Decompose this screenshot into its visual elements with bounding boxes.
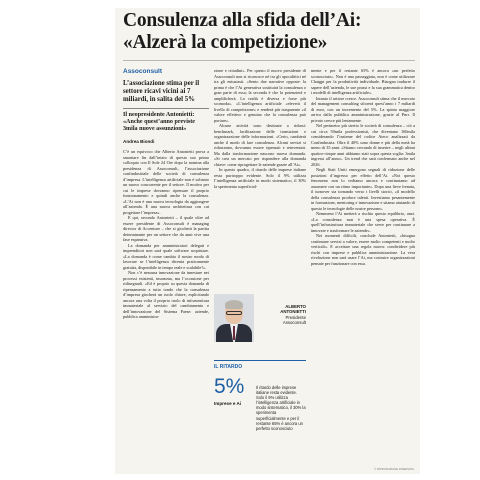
paragraph: Alcune attività sono destinate a ridursi: benchmark, facilitazione delle transizioni e organizzazione delle informazioni. «Certo, cambierà anche il modo di fare consulenza. Alcuni servizi si ridurranno, dovranno essere ripensati e reinventati. Ma dalla trasformazione nascono nuova domanda. «Si crea un mercato per rispondere alla domanda chiave: come riprogettare le aziende grazie all’Ai».	[214, 123, 306, 167]
paragraph: Non c’è nessuna innovazione da innestare nei processi esistenti, insomma, ma l’occasione per ridisegnarli. «Ed è proprio su questa domanda di ripensamento a tutto tondo che la consulenza d’impresa giocherà un ruolo chiave, esplicitando ancora una volta il proprio ruolo di infrastruttura immateriale al servizio del cambiamento e dell’innovazione del Sistema Paese: aziende, pubblica amministra-	[123, 270, 209, 320]
author-byline: Andrea Biondi	[123, 139, 155, 145]
lead-quote: Il neopresidente Antonietti: «Anche quest’anno previste 3mila nuove assunzioni»	[123, 111, 196, 132]
box-big-value: 5%	[214, 375, 245, 398]
paragraph: zione e cittadini». Per questo il nuovo presidente di Assoconsult non si riconosce né tra gli apocalittici né tra gli entusiasti. «Sento due narrative opposte: la prima è che l’Ai generativa sostituirà la consulenza o gran parte di essa; la seconda è che la potenzierà e amplificherà. La realtà è diversa e forse più scomoda». «L’intelligenza artificiale «eleverà il livello di competizione» e renderà più trasparente «il valore effettivo e genuino che la consulenza può portare».	[214, 68, 306, 123]
left-column	[123, 68, 209, 320]
headline-line-2: «Alzerà la competizione»	[123, 32, 328, 53]
box-text: Il ritardo delle imprese italiane resta evidente. Solo il 9% utilizza l’intelligenza artificiale in modo sistematico, il 30% la sperimenta superficialmente e per il restante 65% è ancora un perfetto sconosciuto	[256, 385, 306, 431]
paragraph: C’è un equivoco che Alberto Antonietti prova a smontare fin dall’inizio di questo suo primo colloquio con Il Sole 24 Ore dopo la nomina alla presidenza di Assoconsult, l’associazione confindustriale delle società di consulenza d’impresa. L’intelligenza artificiale non è soltanto un nuovo concorrente per il settore. Il motivo per cui le imprese dovranno ripensare il proprio funzionamento e quindi anche la consulenza. «L’Ai non è una nuova tecnologia da aggiungere all’azienda. È una nuova architettura con cui progettare l’impresa».	[123, 149, 209, 215]
portrait-block	[214, 294, 306, 350]
caption-name-1: ALBERTO	[285, 304, 306, 309]
caption-name-2: ANTONIETTI	[280, 309, 306, 315]
middle-column	[214, 68, 306, 189]
article-page	[115, 8, 420, 474]
headline-line-1: Consulenza alla sfida dell’Ai:	[123, 10, 362, 31]
lead-summary: L’associazione stima per il settore ricavi vicini ai 7 miliardi, in salita del 5%	[123, 80, 200, 103]
left-body	[123, 149, 209, 320]
paragraph: Nei momenti difficili, conclude Antonietti, «bisogna continuare servizi a valore, essere molto competenti e molto verticali». E accettare una regola nuova: condividere più rischi con imprese e pubblica amministrazione. La vera rivoluzione non sarà usare l’Ai, ma costruire organizzazioni pensate per funzionare con essa.	[311, 233, 415, 266]
paragraph: Negli Stati Uniti emergono segnali di riduzione delle posizioni d’ingresso per effetto dell’Ai. «Noi questo fenomeno non lo vediamo ancora e continuiamo ad assumere con un ritmo importante». Dopo una lieve frenata, il turnover sta tornando verso i livelli storici, «il modello della consulenza produce talenti. Investiamo pesantemente in formazione, mentoring e innovazione e stiamo aiutando di questo le tecnologie delle nostre persone».	[311, 167, 415, 211]
sidebar-box	[214, 360, 306, 461]
paragraph: La domanda per amministratori delegati e imprenditori non sarà quale software acquistare. «La domanda è come cambia il nostro modo di lavorare se l’intelligenza diventa praticamente gratuita, disponibile in tempo reale e scalabile?».	[123, 242, 209, 270]
box-subtitle: Imprese e Ai	[214, 401, 242, 406]
box-title: IL RITARDO	[214, 364, 243, 370]
paragraph: mente e per il restante 65% è ancora «un perfetto sconosciuto». Non è una passeggiata, non è come utilizzare Chatgpt per la produttività individuale. Bisogna tradurre il sapere dell’azienda, le sue prassi e la sua grammatica dentro i modelli di intelligenza artificiale».	[311, 68, 415, 95]
copyright-credit: © RIPRODUZIONE RISERVATA	[374, 468, 414, 471]
portrait-caption	[258, 304, 306, 326]
paragraph: Nel perimetro più stretto le società di consulenza – ciò a cui circa 50mila professionisti, che diventano 160mila considerando l’insieme del codice Ateco analizzati da Confindustria. Oltre il 40% sono donne e più della metà ha meno di 35 anni. «Stiamo cercando di inserire – negli ultimi quattro-cinque anni abbiamo stati sopra questa soglia: 3mila ingressi all’anno». Un trend che sarà confermato anche nel 2026.	[311, 123, 415, 167]
paragraph: Intanto il settore cresce. Assoconsult stima che il mercato del management consulting sfiorerà quest’anno i 7 miliardi di euro, con un incremento del 5%. La spinta maggiore arriva dalla pubblica amministrazione, grazie al Pnrr. Il privato cresce più lentamente.	[311, 95, 415, 123]
lead-divider	[123, 108, 209, 109]
caption-role-1: Presidente	[285, 314, 306, 320]
paragraph: Nemmeno l’Ai metterà a rischio questo equilibrio, anzi. «La consulenza non è una spesa operativa. È quell’infrastruttura immateriale che serve per continuare a innovare e trasformare le aziende».	[311, 211, 415, 233]
right-column	[311, 68, 415, 266]
caption-role-2: Assoconsult	[282, 320, 306, 326]
headline-rule	[123, 60, 415, 61]
headline	[123, 10, 415, 54]
section-tag: Assoconsult	[123, 68, 163, 75]
paragraph: E qui, secondo Antonietti – il quale oltre ad essere presidente di Assoconsult è managing director di Accenture – che si giocherà la partita determinante per un settore che da anni vive una fase espansiva.	[123, 215, 209, 243]
portrait-photo	[214, 294, 254, 342]
paragraph: In questo quadro, il ritardo delle imprese italiane resta purtroppo evidente. Solo il 9% utilizza l’intelligenza artificiale in modo sistematico, il 30% la sperimenta superficial-	[214, 167, 306, 189]
